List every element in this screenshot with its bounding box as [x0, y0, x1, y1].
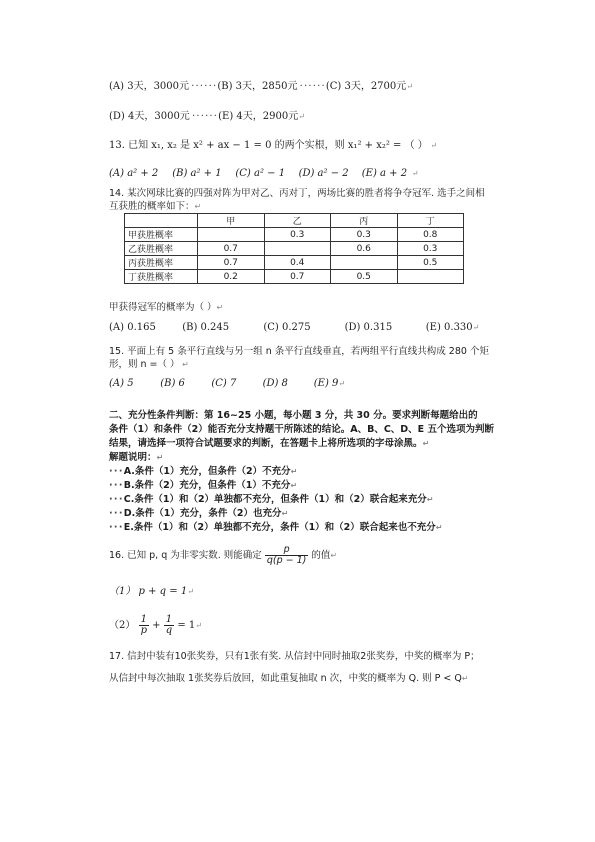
q14-option-a: (A) 0.165 [109, 322, 156, 333]
table-cell: 0.4 [264, 256, 331, 270]
section2-line2: 条件（1）和条件（2）能否充分支持题干所陈述的结论。A、B、C、D、E 五个选项为判断 [109, 424, 494, 435]
q14-option-c: (C) 0.275 [263, 322, 311, 333]
q13-option-a: (A) a² + 2 [109, 168, 159, 179]
q15-options: (A) 5 (B) 6 (C) 7 (D) 8 (E) 9↵ [109, 378, 346, 389]
table-row [125, 256, 464, 270]
table-cell: 0.5 [397, 256, 464, 270]
q15-stem-line2: 形，则 n =（ ） ↵ [109, 359, 189, 370]
q14-option-d: (D) 0.315 [344, 322, 393, 333]
explain-item-b: · · · B.条件（2）充分，但条件（1）不充分↵ [109, 480, 298, 491]
table-row-label: 丙获胜概率 [125, 256, 198, 270]
table-header-cell: 丁 [397, 214, 464, 228]
q13-option-e: (E) a + 2 [361, 168, 408, 179]
q15-option-d: (D) 8 [262, 378, 288, 389]
q14-option-e: (E) 0.330 [425, 322, 473, 333]
q15-option-b: (B) 6 [160, 378, 185, 389]
table-header-row [125, 214, 464, 228]
fraction-1-over-q: $\frac{1}{q}$ [165, 614, 173, 636]
q13-options: (A) a² + 2 (B) a² + 1 (C) a² − 1 (D) a² − 2 (E) a + 2 ↵ [109, 168, 419, 179]
table-row [125, 270, 464, 284]
q14-stem-line1: 14. 某次网球比赛的四强对阵为甲对乙、丙对丁，两场比赛的胜者将争夺冠军. 选手之间相 [109, 188, 485, 199]
table-row [125, 242, 464, 256]
table-header-cell: 乙 [264, 214, 331, 228]
table-cell [264, 242, 331, 256]
q15-option-a: (A) 5 [109, 378, 134, 389]
q14-question: 甲获得冠军的概率为（ ）↵ [109, 302, 224, 313]
q17-line1: 17. 信封中装有10张奖券，只有1张有奖. 从信封中同时抽取2张奖券，中奖的概率为 P； [109, 651, 480, 662]
q13-option-b: (B) a² + 1 [172, 168, 222, 179]
probability-table [124, 213, 464, 284]
fraction-1-over-p: $\frac{1}{p}$ [140, 614, 147, 636]
table-cell [331, 256, 398, 270]
table-cell: 0.7 [264, 270, 331, 284]
table-row-label: 丁获胜概率 [125, 270, 198, 284]
table-cell: 0.3 [331, 228, 398, 242]
option-row-1: (A) 3天，3000元 · · · · · · (B) 3天，2850元 · · · · · · (C) 3天，2700元↵ [109, 81, 413, 92]
explain-item-c: · · · C.条件（1）和（2）单独都不充分，但条件（1）和（2）联合起来充分↵ [109, 494, 434, 505]
q14-option-b: (B) 0.245 [182, 322, 230, 333]
table-cell: 0.3 [397, 242, 464, 256]
q16-fraction: $\frac{p}{q(p - 1)}$ [266, 544, 307, 566]
table-row-label: 乙获胜概率 [125, 242, 198, 256]
table-cell: 0.5 [331, 270, 398, 284]
q16-stem: 16. 已知 p, q 为非零实数. 则能确定 $\frac{p}{q(p - 1)}$ 的值↵ [109, 544, 338, 566]
table-cell: 0.3 [264, 228, 331, 242]
q16-condition-2: （2） $\frac{1}{p}$ + $\frac{1}{q}$ = 1↵ [109, 614, 202, 636]
table-cell [198, 228, 265, 242]
q14-stem-line2: 互获胜的概率如下：↵ [109, 201, 202, 212]
section2-line3: 结果，请选择一项符合试题要求的判断，在答题卡上将所选项的字母涂黑。↵ [109, 438, 430, 449]
q15-stem-line1: 15. 平面上有 5 条平行直线与另一组 n 条平行直线垂直，若两组平行直线共构成 280 个矩 [109, 346, 489, 357]
q16-condition-1: （1） p + q = 1↵ [109, 586, 194, 597]
q13-option-d: (D) a² − 2 [298, 168, 349, 179]
table-cell: 0.7 [198, 242, 265, 256]
table-header-cell [125, 214, 198, 228]
option-c: (C) 3天，2700元 [325, 81, 407, 92]
option-row-2: (D) 4天，3000元 · · · · · · (E) 4天，2900元↵ [109, 111, 305, 122]
explain-item-e: · · · E.条件（1）和（2）单独都不充分，条件（1）和（2）联合起来也不充分↵ [109, 522, 443, 533]
table-row-label: 甲获胜概率 [125, 228, 198, 242]
q13-option-c: (C) a² − 1 [235, 168, 286, 179]
q15-option-e: (E) 9 [313, 378, 339, 389]
explain-title: 解题说明：↵ [109, 452, 164, 463]
explain-item-d: · · · D.条件（1）充分，条件（2）也充分↵ [109, 508, 289, 519]
table-cell: 0.2 [198, 270, 265, 284]
table-cell: 0.8 [397, 228, 464, 242]
table-row [125, 228, 464, 242]
option-d: (D) 4天，3000元 [109, 111, 190, 122]
table-cell [397, 270, 464, 284]
table-cell: 0.7 [198, 256, 265, 270]
table-cell: 0.6 [331, 242, 398, 256]
option-a: (A) 3天，3000元 [109, 81, 190, 92]
option-e: (E) 4天，2900元 [218, 111, 299, 122]
q15-option-c: (C) 7 [211, 378, 237, 389]
q13-stem: 13. 已知 x₁, x₂ 是 x² + ax − 1 = 0 的两个实根，则 x₁² + x₂² = （ ） ↵ [109, 140, 438, 151]
section2-line1: 二、充分性条件判断：第 16~25 小题，每小题 3 分，共 30 分。要求判断每题给出的 [109, 410, 478, 421]
table-header-cell: 甲 [198, 214, 265, 228]
option-b: (B) 3天，2850元 [217, 81, 298, 92]
q17-line2: 从信封中每次抽取 1张奖券后放回，如此重复抽取 n 次，中奖的概率为 Q. 则 P < Q↵ [109, 673, 469, 684]
explain-item-a: · · · A.条件（1）充分，但条件（2）不充分↵ [109, 466, 298, 477]
q14-options: (A) 0.165 (B) 0.245 (C) 0.275 (D) 0.315 (E) 0.330↵ [109, 322, 480, 333]
table-header-cell: 丙 [331, 214, 398, 228]
